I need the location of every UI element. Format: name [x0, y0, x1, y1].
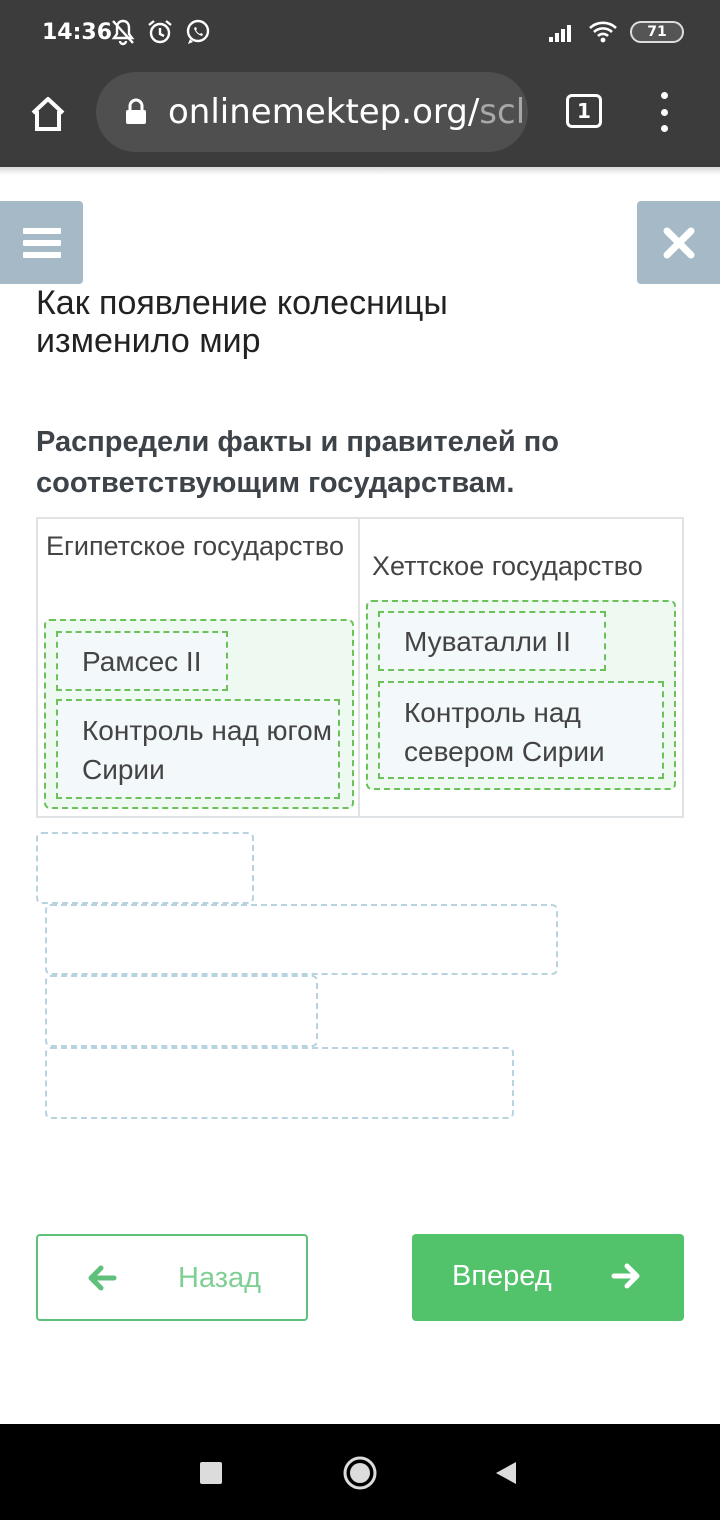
next-button[interactable]	[412, 1234, 684, 1321]
back-triangle-icon[interactable]	[494, 1460, 518, 1486]
column-egypt	[38, 519, 360, 816]
lock-icon	[124, 98, 148, 126]
url-text	[168, 92, 525, 132]
lesson-title: Как появление колесницы изменило мир	[36, 284, 448, 360]
status-icons-left	[110, 18, 212, 46]
url-rest: scl	[479, 92, 526, 132]
system-nav-bar	[0, 1424, 720, 1520]
draggable-item[interactable]: Муваталли II	[378, 611, 606, 671]
back-label: Назад	[178, 1262, 262, 1294]
sorting-table	[36, 517, 684, 818]
home-button[interactable]	[20, 86, 76, 142]
arrow-left-icon	[86, 1262, 118, 1294]
status-time: 14:36	[42, 20, 113, 45]
bell-off-icon	[110, 18, 136, 46]
draggable-item[interactable]: Контроль над севером Сирии	[378, 681, 664, 779]
column-header: Египетское государство	[46, 531, 344, 561]
status-icons-right	[548, 20, 684, 44]
column-header: Хеттское государство	[372, 551, 643, 581]
alarm-icon	[146, 18, 174, 46]
battery-icon: 71	[630, 21, 684, 43]
whatsapp-icon	[184, 18, 212, 46]
tabs-icon[interactable]: 1	[566, 94, 602, 128]
menu-icon	[23, 228, 61, 258]
url-host: onlinemektep.org/	[168, 92, 480, 132]
draggable-item[interactable]: Контроль над югом Сирии	[56, 699, 340, 799]
status-bar	[0, 0, 720, 70]
back-button[interactable]	[36, 1234, 308, 1321]
circle-icon[interactable]	[341, 1454, 379, 1492]
drop-zone[interactable]	[366, 600, 676, 790]
square-icon[interactable]	[199, 1461, 223, 1485]
home-icon	[28, 94, 68, 134]
empty-slot[interactable]	[45, 975, 318, 1047]
draggable-item[interactable]: Рамсес II	[56, 631, 228, 691]
drop-zone[interactable]	[44, 619, 354, 809]
arrow-right-icon	[610, 1260, 642, 1292]
next-label: Вперед	[452, 1260, 552, 1292]
wifi-icon	[588, 20, 618, 44]
browser-toolbar	[0, 70, 720, 167]
menu-button[interactable]	[0, 201, 83, 284]
empty-slot[interactable]	[45, 1047, 514, 1119]
empty-slot[interactable]	[36, 832, 254, 904]
column-hittite	[360, 519, 682, 816]
url-bar[interactable]	[96, 72, 528, 152]
toolbar-shadow	[0, 167, 720, 175]
more-icon[interactable]	[650, 92, 678, 132]
close-icon	[662, 226, 696, 260]
close-button[interactable]	[637, 201, 720, 284]
empty-slot[interactable]	[45, 904, 558, 975]
task-instruction: Распредели факты и правителей по соответствующим государствам.	[36, 426, 559, 499]
signal-icon	[548, 21, 576, 43]
